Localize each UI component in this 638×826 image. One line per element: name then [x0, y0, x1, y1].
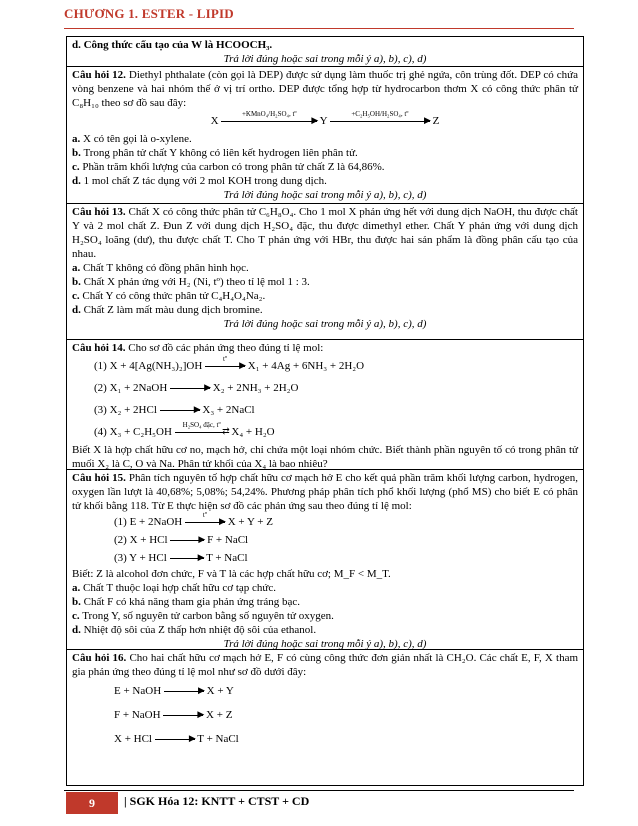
arrow-icon: ▶: [155, 738, 195, 740]
arrow-icon: ▶: [170, 387, 210, 389]
equilibrium-arrow-icon: H₂SO₄ đặc, tº ⇄: [175, 431, 229, 433]
scheme-cond-1: +KMnO₄/H₂SO₄, tº: [241, 110, 297, 119]
q13-text: Chất X có công thức phân tử C₆H₈O₄. Cho 1 mol X phản ứng hết với dung dịch NaOH, thu được chất Y và 2 mol chất Z. Đun Z với dung dịch H₂SO₄ đặc, thu được dimethyl ether. Chất Y phản ứng với dung dịch H₂SO₄ loãng (dư), thu được chất T. Cho T phản ứng với HBr, thu được hai sản phẩm là đồng phân cấu tạo của nhau.: [72, 206, 578, 260]
q13-item-d: d. Chất Z làm mất màu dung dịch bromine.: [72, 304, 263, 316]
answer-prompt: Trả lời đúng hoặc sai trong mỗi ý a), b), c), d): [223, 53, 427, 65]
q12-scheme: [72, 110, 578, 132]
question-16: [67, 650, 583, 785]
q12-item-d: d. 1 mol chất Z tác dụng với 2 mol KOH trong dung dịch.: [72, 175, 327, 187]
q16-reaction-3: X + HCl ▶ T + NaCl: [114, 733, 239, 745]
chapter-header: CHƯƠNG 1. ESTER - LIPID: [64, 6, 234, 21]
arrow-icon: ▶: [164, 690, 204, 692]
q15-item-a: a. Chất T thuộc loại hợp chất hữu cơ tạp chức.: [72, 582, 276, 594]
q16-label: Câu hỏi 16.: [72, 652, 127, 664]
scheme-arrow-2: +C₂H₅OH/H₂SO₄, tº ▶: [330, 120, 430, 122]
q15-reaction-1: (1) E + 2NaOH tº ▶ X + Y + Z: [114, 511, 273, 528]
q15-item-b: b. Chất F có khả năng tham gia phản ứng tráng bạc.: [72, 596, 301, 608]
footer-title: | SGK Hóa 12: KNTT + CTST + CD: [124, 794, 310, 808]
q16-reaction-2: F + NaOH ▶ X + Z: [114, 709, 233, 721]
q15-text: Phân tích nguyên tố hợp chất hữu cơ mạch hở E cho kết quả phần trăm khối lượng carbon, hydrogen, oxygen lần lượt là 40,68%; 5,08%; 54,24%. Phương pháp phân tích phổ khối lượng (phổ MS) cho biết E có phân tử khối bằng 118. Từ E thực hiện sơ đồ các phản ứng sau theo đúng tỉ lệ mol:: [72, 472, 579, 512]
arrow-icon: ▶: [163, 714, 203, 716]
scheme-y: Y: [319, 115, 328, 127]
q15-reaction-3: (3) Y + HCl ▶ T + NaCl: [114, 552, 248, 564]
q12-item-c: c. Phần trăm khối lượng của carbon có trong phân tử chất Z là 64,86%.: [72, 161, 385, 173]
q14-intro: Cho sơ đồ các phản ứng theo đúng tỉ lệ mol:: [128, 342, 324, 354]
q15-label: Câu hỏi 15.: [72, 472, 126, 484]
q12-label: Câu hỏi 12.: [72, 69, 126, 81]
footer-rule: [64, 790, 574, 791]
q15-item-d: d. Nhiệt độ sôi của Z thấp hơn nhiệt độ sôi của ethanol.: [72, 624, 317, 636]
q13-answer-prompt: Trả lời đúng hoặc sai trong mỗi ý a), b), c), d): [223, 318, 427, 330]
q12-item-a: a. X có tên gọi là o-xylene.: [72, 133, 192, 145]
arrow-icon: ▶: [170, 539, 204, 541]
arrow-icon: tº ▶: [185, 521, 225, 523]
scheme-cond-2: +C₂H₅OH/H₂SO₄, tº: [351, 110, 409, 119]
q12-answer-prompt: Trả lời đúng hoặc sai trong mỗi ý a), b), c), d): [223, 189, 427, 201]
q13-item-b: b. Chất X phản ứng với H₂ (Ni, tº) theo tỉ lệ mol 1 : 3.: [72, 276, 310, 288]
question-13: [67, 204, 583, 340]
q16-reaction-1: E + NaOH ▶ X + Y: [114, 685, 234, 697]
q15-item-c: c. Trong Y, số nguyên tử carbon bằng số nguyên tử oxygen.: [72, 610, 334, 622]
question-14: [67, 340, 583, 470]
q13-item-c: c. Chất Y có công thức phân tử C₄H₄O₄Na₂.: [72, 290, 266, 302]
q13-label: Câu hỏi 13.: [72, 206, 126, 218]
q15-note: Biết: Z là alcohol đơn chức, F và T là các hợp chất hữu cơ; M_F < M_T.: [72, 568, 391, 580]
q14-reaction-2: (2) X₁ + 2NaOH ▶ X₂ + 2NH₃ + 2H₂O: [94, 382, 299, 394]
arrow-icon: ▶: [160, 409, 200, 411]
q12-text: Diethyl phthalate (còn gọi là DEP) được sử dụng làm thuốc trị ghẻ ngứa, côn trùng đốt. DEP có chứa vòng benzene và hai nhóm thế ở vị trí ortho. DEP được tổng hợp từ hydrocarbon thơm X có công thức phân tử C₈H₁₀ theo sơ đồ sau đây:: [72, 69, 578, 109]
scheme-arrow-1: +KMnO₄/H₂SO₄, tº ▶: [221, 120, 317, 122]
q14-text: Biết X là hợp chất hữu cơ no, mạch hở, chỉ chứa một loại nhóm chức. Biết thành phần nguyên tố có trong phân tử muối X₂ là C, O và Na. Phân tử khối của X₄ là bao nhiêu?: [72, 444, 578, 470]
q15-answer-prompt: Trả lời đúng hoặc sai trong mỗi ý a), b), c), d): [223, 638, 427, 650]
q14-reaction-4: (4) X₃ + C₂H₅OH H₂SO₄ đặc, tº ⇄ X₄ + H₂O: [94, 421, 275, 438]
q14-reaction-3: (3) X₂ + 2HCl ▶ X₃ + 2NaCl: [94, 404, 255, 416]
q14-label: Câu hỏi 14.: [72, 342, 126, 354]
page-number: 9: [66, 792, 118, 814]
q13-item-a: a. Chất T không có đồng phân hình học.: [72, 262, 249, 274]
question-15: [67, 470, 583, 650]
prev-question-tail: [67, 37, 583, 67]
question-12: [67, 67, 583, 204]
question-table: [66, 36, 584, 786]
q16-text: Cho hai chất hữu cơ mạch hở E, F có cùng công thức đơn giản nhất là CH₂O. Các chất E, F, X tham gia phản ứng theo đúng tỉ lệ mol như sơ đồ dưới đây:: [72, 652, 579, 678]
arrow-icon: tº ▶: [205, 365, 245, 367]
prev-item-d: d. Công thức cấu tạo của W là HCOOCH₃.: [72, 39, 273, 51]
q15-reaction-2: (2) X + HCl ▶ F + NaCl: [114, 534, 249, 546]
q14-reaction-1: (1) X + 4[Ag(NH₃)₂]OH tº ▶ X₁ + 4Ag + 6NH₃ + 2H₂O: [94, 355, 365, 372]
q12-item-b: b. Trong phân tử chất Y không có liên kết hydrogen liên phân tử.: [72, 147, 358, 159]
scheme-z: Z: [432, 115, 440, 127]
header-rule: [64, 28, 574, 29]
arrow-icon: ▶: [170, 557, 204, 559]
scheme-x: X: [210, 115, 219, 127]
